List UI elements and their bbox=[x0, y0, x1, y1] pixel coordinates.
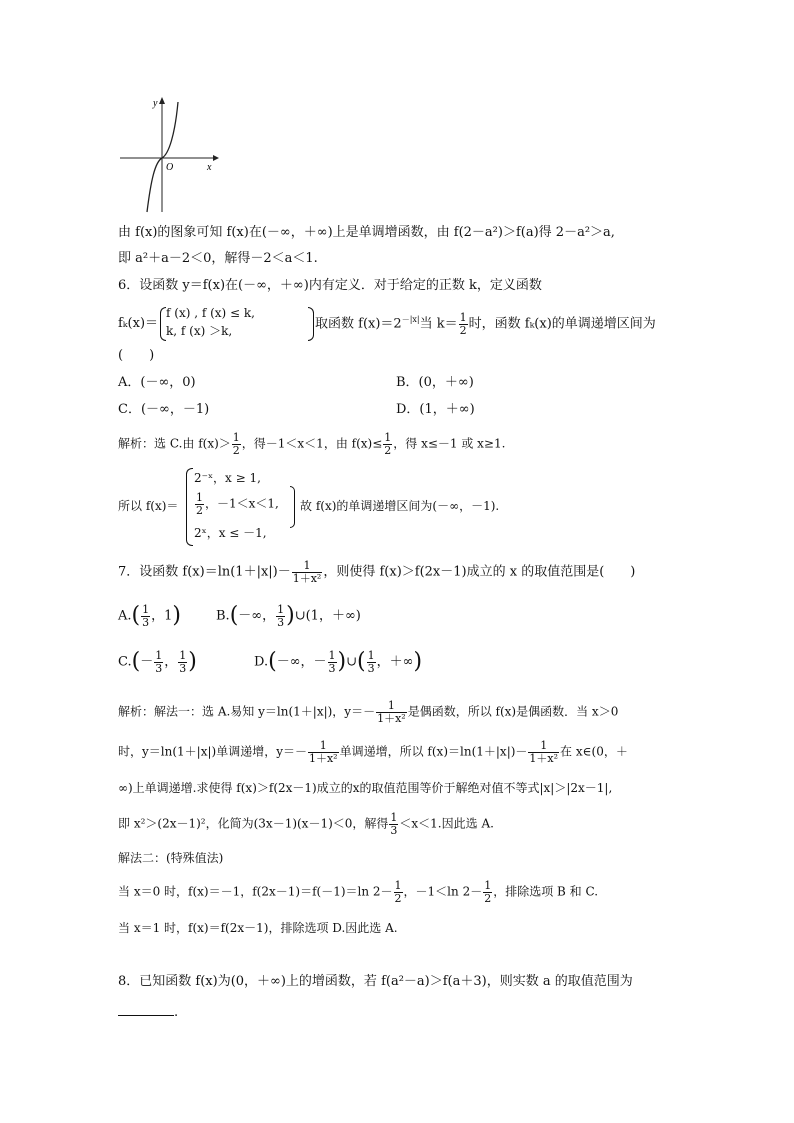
q7-solution-line-6: 当 x＝0 时，f(x)＝－1，f(2x－1)＝f(－1)＝ln 2－ $\frac{1}{2}$ ，－1＜ln 2－ $\frac{1}{2}$ ，排除选项 B 和 C. bbox=[118, 879, 599, 905]
q6-fk-label: fₖ(x)＝ bbox=[118, 316, 159, 331]
q6-def-case-2: k, f (x) ＞k, bbox=[166, 324, 233, 338]
origin-label: O bbox=[166, 162, 174, 173]
piecewise-case-1: 2⁻ˣ，x ≥ 1, bbox=[194, 471, 261, 485]
x-axis-label: x bbox=[207, 162, 212, 173]
y-axis-label: y bbox=[153, 98, 158, 109]
q7-option-c[interactable]: C.(－ $\frac{1}{3}$ ， $\frac{1}{3}$ ) bbox=[118, 649, 197, 675]
q6-option-c[interactable]: C．(－∞，－1) bbox=[118, 402, 210, 417]
q7-solution-line-4: 即 x²＞(2x－1)²，化简为(3x－1)(x－1)＜0，解得 $\frac{1}{3}$ ＜x＜1.因此选 A. bbox=[118, 811, 494, 837]
question-7-stem: 7．设函数 f(x)＝ln(1＋|x|)－ $\frac{1}{\text{1＋x²}}$ ，则使得 f(x)＞f(2x－1)成立的 x 的取值范围是( ) bbox=[118, 559, 636, 585]
q6-option-d[interactable]: D．(1，＋∞) bbox=[396, 402, 475, 417]
question-6-stem: 6．设函数 y＝f(x)在(－∞，＋∞)内有定义．对于给定的正数 k，定义函数 bbox=[118, 278, 542, 293]
q6-rest-a: 取函数 f(x)＝2 bbox=[315, 316, 402, 332]
cubic-graph bbox=[115, 92, 225, 217]
q7-option-a[interactable]: A.( $\frac{1}{3}$ ，1) bbox=[118, 603, 181, 629]
piecewise-right-brace bbox=[290, 486, 295, 528]
fraction-one-half: $\frac{1}{2}$ bbox=[459, 311, 467, 337]
q6-conclusion: 故 f(x)的单调递增区间为(－∞，－1). bbox=[300, 499, 500, 513]
q6-definition-rest bbox=[315, 312, 656, 336]
q7-solution-line-5: 解法二：(特殊值法) bbox=[118, 851, 224, 865]
q6-solution-line-1: 解析：选 C.由 f(x)＞ $\frac{1}{2}$ ，得－1＜x＜1，由 f(x)≤ $\frac{1}{2}$ ，得 x≤－1 或 x≥1. bbox=[118, 431, 506, 457]
q6-exponent: －|x| bbox=[401, 315, 420, 325]
q6-option-b[interactable]: B．(0，＋∞) bbox=[396, 375, 474, 390]
solution-line-2: 即 a²＋a－2＜0，解得－2＜a＜1. bbox=[118, 251, 318, 266]
piecewise-case-3: 2ˣ，x ≤ －1, bbox=[194, 526, 267, 540]
q6-right-brace bbox=[308, 307, 314, 341]
q7-solution-line-3: ∞)上单调递增.求使得 f(x)＞f(2x－1)成立的x的取值范围等价于解绝对值不等式|x|＞|2x－1|, bbox=[118, 781, 613, 795]
q6-option-a[interactable]: A．(－∞，0) bbox=[118, 375, 196, 390]
fraction-one-half: $\frac{1}{2}$ bbox=[196, 491, 203, 517]
fraction-1-over-1-plus-x2: $\frac{1}{\text{1＋x²}}$ bbox=[292, 559, 322, 585]
q7-solution-line-2: 时，y＝ln(1＋|x|)单调递增，y＝－ $\frac{1}{\text{1＋x²}}$ 单调递增，所以 f(x)＝ln(1＋|x|)－ $\frac{1}{\text{1＋x²}}$ 在 x∈(0，＋ bbox=[118, 739, 628, 765]
fraction-one-half: $\frac{1}{2}$ bbox=[384, 431, 392, 457]
q7-option-b[interactable]: B.(－∞， $\frac{1}{3}$ )∪(1，＋∞) bbox=[216, 603, 361, 629]
q6-answer-paren: ( ) bbox=[118, 348, 155, 363]
q7-option-d[interactable]: D.(－∞，－ $\frac{1}{3}$ )∪( $\frac{1}{3}$ ，＋∞) bbox=[254, 649, 423, 675]
q6-piecewise-prefix: 所以 f(x)＝ bbox=[118, 499, 179, 513]
piecewise-left-brace bbox=[186, 468, 193, 546]
piecewise-case-2: $\frac{1}{2}$ ，－1＜x＜1, bbox=[196, 491, 279, 517]
q7-solution-line-1: 解析：解法一：选 A.易知 y＝ln(1＋|x|)，y＝－ $\frac{1}{\text{1＋x²}}$ 是偶函数，所以 f(x)是偶函数．当 x＞0 bbox=[118, 699, 619, 725]
question-8-blank-line: . bbox=[118, 1003, 178, 1019]
q7-solution-line-7: 当 x＝1 时，f(x)＝f(2x－1)，排除选项 D.因此选 A. bbox=[118, 921, 398, 935]
fraction-one-half: $\frac{1}{2}$ bbox=[232, 431, 240, 457]
solution-line-1: 由 f(x)的图象可知 f(x)在(－∞，＋∞)上是单调增函数，由 f(2－a²)＞f(a)得 2－a²＞a, bbox=[118, 225, 615, 240]
q6-def-case-1: f (x) , f (x) ≤ k, bbox=[166, 306, 255, 320]
y-axis-arrow bbox=[159, 97, 165, 104]
question-8-stem: 8．已知函数 f(x)为(0，＋∞)上的增函数，若 f(a²－a)＞f(a＋3)，则实数 a 的取值范围为 bbox=[118, 974, 633, 989]
answer-blank[interactable] bbox=[118, 1003, 174, 1016]
q6-rest-c: 时，函数 fₖ(x)的单调递增区间为 bbox=[468, 316, 656, 332]
q6-rest-b: 当 k＝ bbox=[419, 316, 458, 332]
x-axis-arrow bbox=[213, 155, 219, 161]
